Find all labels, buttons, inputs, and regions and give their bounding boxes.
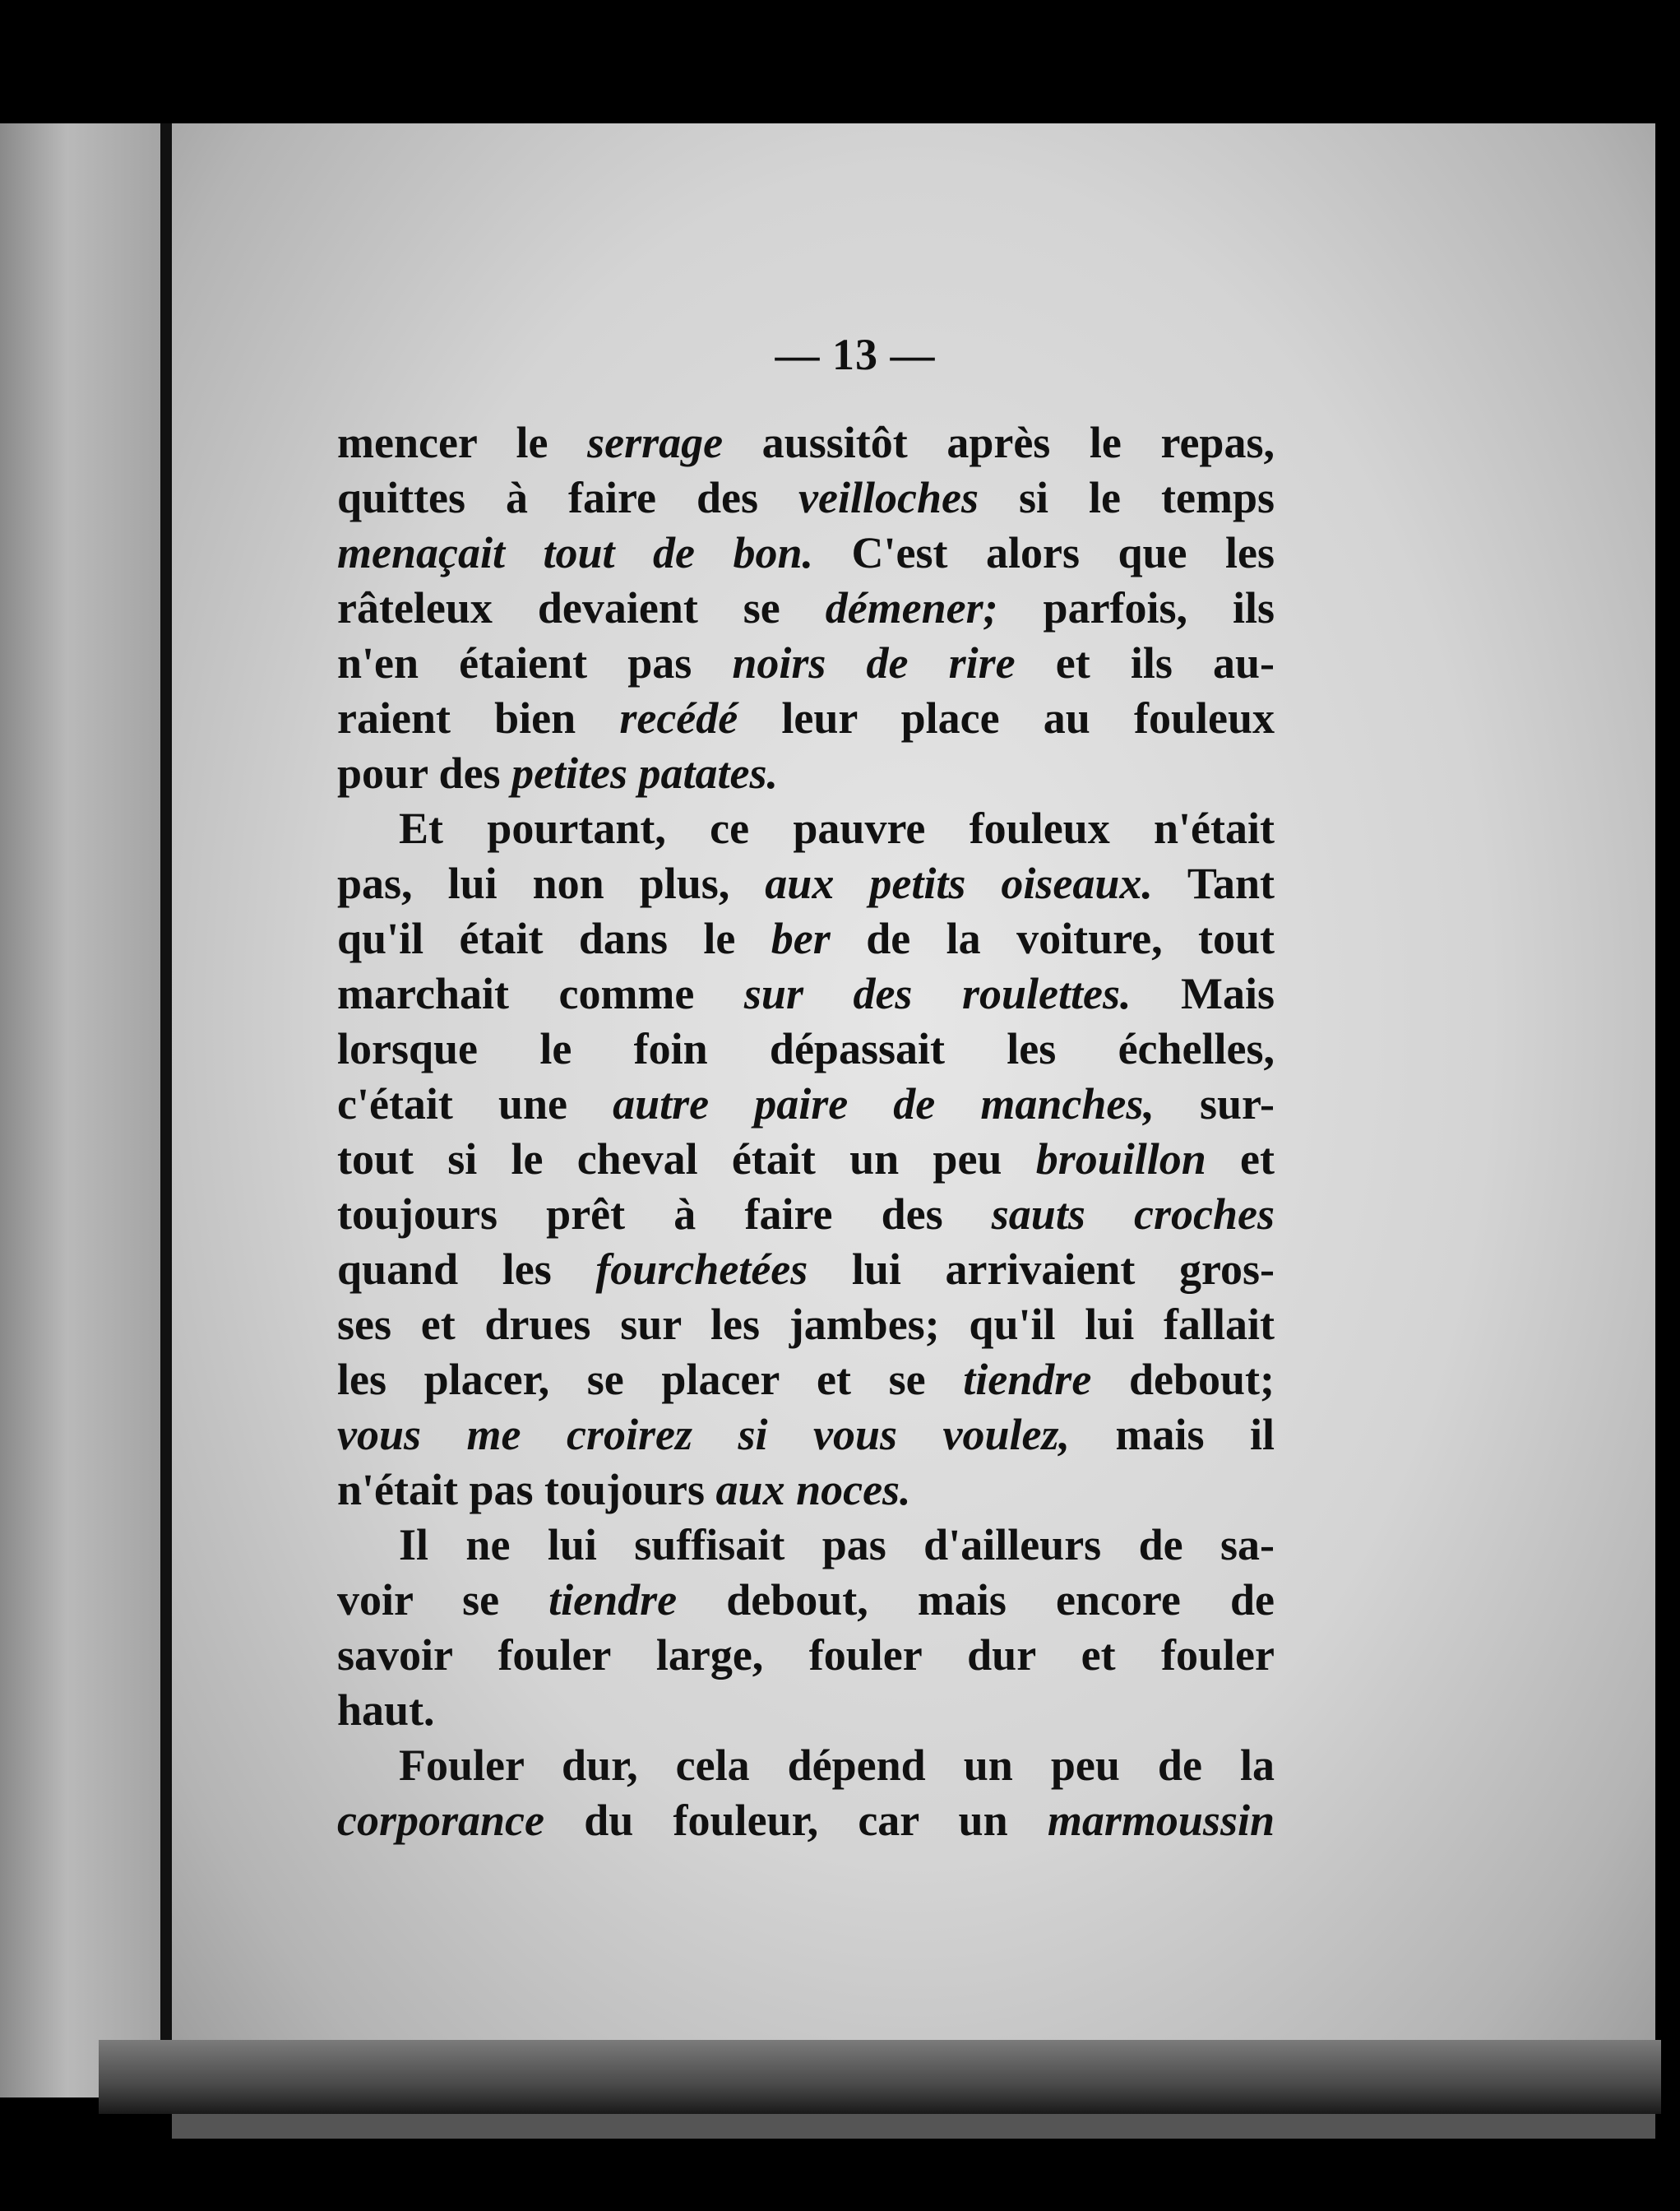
text-line [337,1683,1275,1738]
text-run: parfois, ils [997,583,1275,633]
text-run: ses et drues sur les jambes; qu'il lui fallait [337,1300,1275,1349]
text-run: mencer le [337,418,588,467]
text-run: debout, mais encore de [677,1575,1275,1625]
italic-text: autre paire de manches, [613,1079,1155,1129]
text-line [337,1077,1275,1132]
text-run: haut. [337,1685,435,1735]
text-run: leur place au fouleux [738,693,1275,743]
text-line [337,636,1275,691]
text-run: aussitôt après le repas, [723,418,1275,467]
text-line [337,801,1275,856]
text-run: Fouler dur, cela dépend un peu de la [399,1741,1275,1790]
text-run: toujours prêt à faire des [337,1189,992,1239]
italic-text: serrage [587,418,724,467]
italic-text: sur des roulettes. [743,969,1132,1018]
italic-text: marmoussin [1047,1796,1275,1845]
text-run: lui arrivaient gros- [808,1245,1275,1294]
text-run: Tant [1152,859,1275,908]
text-line [337,1297,1275,1352]
text-line [337,691,1275,746]
text-run: Il ne lui suffisait pas d'ailleurs de sa- [399,1520,1275,1569]
italic-text: sauts croches [991,1189,1275,1239]
italic-text: démener; [825,583,998,633]
italic-text: recédé [619,693,738,743]
italic-text: veilloches [798,473,979,522]
text-run: sur- [1154,1079,1275,1129]
text-line [337,1628,1275,1683]
italic-text: aux petits oiseaux. [765,859,1153,908]
text-run: Mais [1131,969,1275,1018]
page-bottom-edge [99,2040,1661,2114]
text-run: qu'il était dans le [337,914,771,963]
text-line [337,526,1275,581]
italic-text: tiendre [963,1355,1092,1404]
italic-text: fourchetées [595,1245,808,1294]
italic-text: petites patates. [511,749,779,798]
italic-text: noirs de rire [732,638,1016,688]
text-run: savoir fouler large, fouler dur et fouler [337,1630,1275,1680]
italic-text: menaçait tout de bon. [337,528,814,577]
text-run: marchait comme [337,969,744,1018]
text-run: C'est alors que les [813,528,1275,577]
text-run: debout; [1091,1355,1275,1404]
text-run: et [1206,1134,1275,1184]
text-run: mais il [1069,1410,1275,1459]
text-run: râteleux devaient se [337,583,826,633]
italic-text: vous me croirez si vous voulez, [337,1410,1070,1459]
text-run: n'était pas toujours [337,1465,716,1514]
text-run: quand les [337,1245,596,1294]
text-line [337,1242,1275,1297]
text-line [337,1793,1275,1848]
page-number: — 13 — [775,330,936,379]
text-line [337,1407,1275,1462]
text-run: pour des [337,749,512,798]
text-line [337,746,1275,801]
text-run: du fouleur, car un [544,1796,1048,1845]
body-text [337,415,1275,1848]
text-line [337,1573,1275,1628]
text-run: de la voiture, tout [830,914,1275,963]
text-run: si le temps [978,473,1275,522]
text-run: lorsque le foin dépassait les échelles, [337,1024,1275,1073]
text-run: et ils au- [1015,638,1275,688]
book-gutter [160,123,172,2097]
text-run: quittes à faire des [337,473,799,522]
italic-text: tiendre [548,1575,678,1625]
text-run: raient bien [337,693,620,743]
text-line [337,1132,1275,1187]
text-line [337,856,1275,911]
text-line [337,911,1275,966]
italic-text: aux noces. [715,1465,911,1514]
text-run: voir se [337,1575,549,1625]
text-run: tout si le cheval était un peu [337,1134,1036,1184]
left-page-edge [0,123,169,2097]
text-line [337,1187,1275,1242]
text-line [337,1738,1275,1793]
italic-text: brouillon [1035,1134,1206,1184]
text-run: n'en étaient pas [337,638,733,688]
text-line [337,1022,1275,1077]
italic-text: corporance [337,1796,544,1845]
text-line [337,1518,1275,1573]
text-run: les placer, se placer et se [337,1355,964,1404]
text-line [337,966,1275,1022]
text-line [337,415,1275,470]
text-line [337,1462,1275,1518]
text-run: c'était une [337,1079,613,1129]
text-run: Et pourtant, ce pauvre fouleux n'était [399,804,1275,853]
text-line [337,1352,1275,1407]
text-run: pas, lui non plus, [337,859,766,908]
text-line [337,470,1275,526]
text-line [337,581,1275,636]
italic-text: ber [771,914,831,963]
